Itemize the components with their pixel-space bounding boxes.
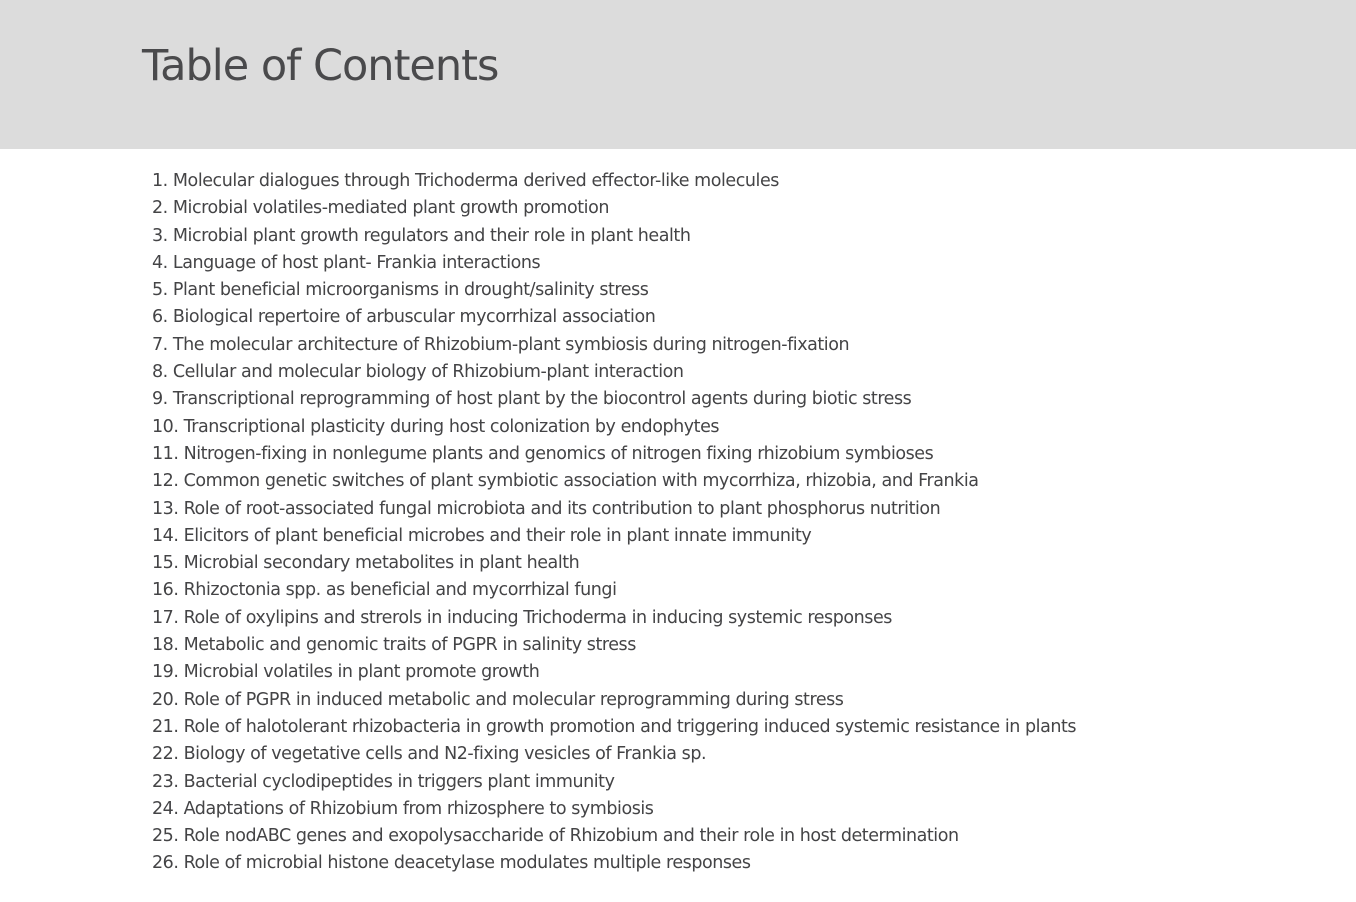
toc-item: 23. Bacterial cyclodipeptides in triggers plant immunity xyxy=(152,771,615,792)
toc-item: 22. Biology of vegetative cells and N2-fixing vesicles of Frankia sp. xyxy=(152,744,707,765)
toc-item: 3. Microbial plant growth regulators and their role in plant health xyxy=(152,225,691,246)
toc-item: 4. Language of host plant- Frankia interactions xyxy=(152,252,541,273)
toc-item: 9. Transcriptional reprogramming of host plant by the biocontrol agents during biotic stress xyxy=(152,389,912,410)
toc-item: 8. Cellular and molecular biology of Rhizobium-plant interaction xyxy=(152,362,684,383)
toc-item: 16. Rhizoctonia spp. as beneficial and mycorrhizal fungi xyxy=(152,580,617,601)
toc-item: 17. Role of oxylipins and strerols in inducing Trichoderma in inducing systemic responses xyxy=(152,607,892,628)
toc-item: 5. Plant beneficial microorganisms in drought/salinity stress xyxy=(152,280,649,301)
toc-item: 11. Nitrogen-fixing in nonlegume plants and genomics of nitrogen fixing rhizobium symbioses xyxy=(152,443,934,464)
toc-item: 24. Adaptations of Rhizobium from rhizosphere to symbiosis xyxy=(152,798,654,819)
toc-item: 20. Role of PGPR in induced metabolic and molecular reprogramming during stress xyxy=(152,689,844,710)
header-banner xyxy=(0,0,1356,149)
toc-item: 12. Common genetic switches of plant symbiotic association with mycorrhiza, rhizobia, and Frankia xyxy=(152,471,979,492)
toc-item: 1. Molecular dialogues through Trichoderma derived effector-like molecules xyxy=(152,171,779,191)
toc-item: 19. Microbial volatiles in plant promote growth xyxy=(152,662,540,683)
toc-item: 13. Role of root-associated fungal microbiota and its contribution to plant phosphorus nutrition xyxy=(152,498,941,519)
toc-item: 7. The molecular architecture of Rhizobium-plant symbiosis during nitrogen-fixation xyxy=(152,334,850,355)
toc-item: 21. Role of halotolerant rhizobacteria in growth promotion and triggering induced systemic resistance in plants xyxy=(152,716,1077,737)
toc-item: 14. Elicitors of plant beneficial microbes and their role in plant innate immunity xyxy=(152,525,812,546)
toc-item: 25. Role nodABC genes and exopolysaccharide of Rhizobium and their role in host determination xyxy=(152,826,959,847)
toc-item: 15. Microbial secondary metabolites in plant health xyxy=(152,553,580,574)
toc-item: 26. Role of microbial histone deacetylase modulates multiple responses xyxy=(152,853,751,874)
toc-item: 10. Transcriptional plasticity during host colonization by endophytes xyxy=(152,416,720,437)
toc-item: 18. Metabolic and genomic traits of PGPR in salinity stress xyxy=(152,635,636,656)
table-of-contents-list xyxy=(152,168,1076,878)
toc-item: 2. Microbial volatiles-mediated plant growth promotion xyxy=(152,198,609,219)
page-title: Table of Contents xyxy=(142,41,499,91)
toc-item: 6. Biological repertoire of arbuscular mycorrhizal association xyxy=(152,307,656,328)
